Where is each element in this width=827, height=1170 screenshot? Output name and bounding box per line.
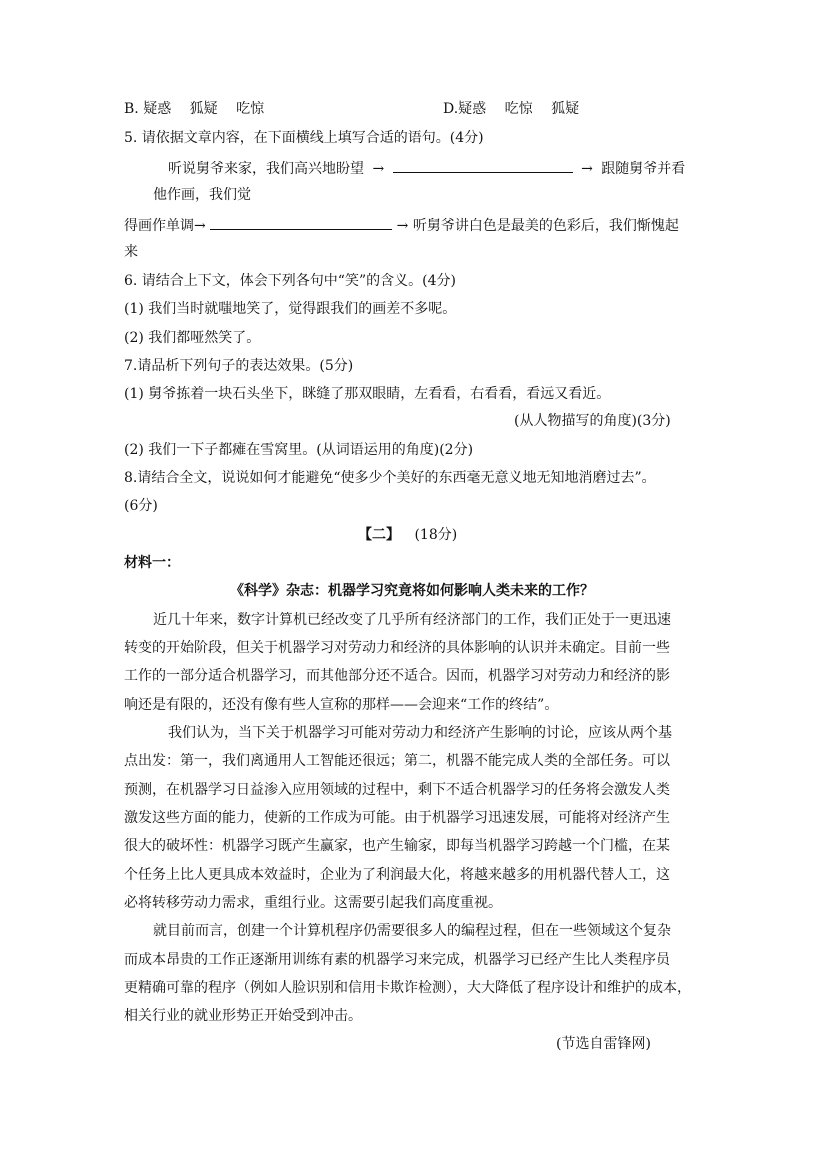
q5-line3 [124, 217, 679, 233]
q5-blank-2[interactable] [210, 217, 392, 230]
p3-line: 就目前而言，创建一个计算机程序仍需要很多人的编程过程，但在一些领域这个复杂 [153, 923, 671, 939]
p2-line: 激发这些方面的能力，使新的工作成为可能。由于机器学习迅速发展，可能将对经济产生 [124, 810, 670, 826]
q7-item-1: (1) 舅爷拣着一块石头坐下，眯缝了那双眼睛，左看看，右看看，看远又看近。 [124, 386, 611, 402]
p2-line: 预测，在机器学习日益渗入应用领域的过程中，剩下不适合机器学习的任务将会激发人类 [124, 782, 670, 798]
p1-line: 工作的一部分适合机器学习，而其他部分还不适合。因而，机器学习对劳动力和经济的影 [124, 668, 670, 684]
q5-prompt: 5. 请依据文章内容，在下面横线上填写合适的语句。(4分) [124, 130, 484, 146]
q6-item-2: (2) 我们都哑然笑了。 [124, 330, 261, 346]
q6-item-1: (1) 我们当时就嗤地笑了，觉得跟我们的画差不多呢。 [124, 301, 457, 317]
source-citation: (节选自雷锋网) [556, 1036, 651, 1052]
p3-line: 而成本昂贵的工作正逐渐用训练有素的机器学习来完成，机器学习已经产生比人类程序员 [124, 952, 670, 968]
p1-line: 近几十年来，数字计算机已经改变了几乎所有经济部门的工作，我们正处于一更迅速 [153, 612, 671, 628]
arrow-right-icon: → [372, 161, 385, 177]
section-score: (18分) [414, 527, 458, 543]
section-number: 【二】 [358, 527, 400, 543]
q5-line2: 他作画，我们觉 [153, 187, 251, 203]
p1-line: 响还是有限的，还没有像有些人宣称的那样——会迎来“工作的终结”。 [124, 697, 559, 713]
p1-line: 转变的开始阶段，但关于机器学习对劳动力和经济的具体影响的认识并未确定。目前一些 [124, 640, 670, 656]
p2-line: 点出发：第一，我们离通用人工智能还很远；第二，机器不能完成人类的全部任务。可以 [124, 753, 670, 769]
q5-line1 [168, 160, 685, 176]
p2-line: 我们认为，当下关于机器学习可能对劳动力和经济产生影响的讨论，应该从两个基 [168, 725, 672, 741]
material-label: 材料一： [124, 555, 180, 571]
q7-item-1-note: (从人物描写的角度)(3分) [514, 413, 671, 429]
arrow-right-icon: → [581, 161, 593, 177]
q5-line4: 来 [124, 244, 138, 260]
q8-score: (6分) [124, 498, 158, 514]
q4-option-d: D.疑惑 吃惊 狐疑 [443, 101, 580, 117]
q7-item-2: (2) 我们一下子都瘫在雪窝里。(从词语运用的角度)(2分) [124, 442, 474, 458]
p2-line: 必将转移劳动力需求，重组行业。这需要引起我们高度重视。 [124, 895, 502, 911]
q5-line3-end: → 听舅爷讲白色是最美的色彩后，我们惭愧起 [396, 218, 679, 234]
q5-line1-start: 听说舅爷来家，我们高兴地盼望 [168, 161, 364, 177]
p3-line: 相关行业的就业形势正开始受到冲击。 [124, 1008, 362, 1024]
q6-prompt: 6. 请结合上下文，体会下列各句中“笑”的含义。(4分) [124, 273, 456, 289]
p3-line: 更精确可靠的程序（例如人脸识别和信用卡欺诈检测），大大降低了程序设计和维护的成本， [124, 980, 691, 996]
q5-line3-start: 得画作单调→ [124, 218, 206, 234]
article-title: 《科学》杂志：机器学习究竟将如何影响人类未来的工作？ [230, 583, 594, 599]
section-heading [358, 528, 457, 542]
q4-option-b: B. 疑惑 狐疑 吃惊 [124, 101, 265, 117]
p2-line: 很大的破坏性：机器学习既产生赢家，也产生输家，即每当机器学习跨越一个门槛，在某 [124, 838, 670, 854]
q7-prompt: 7.请品析下列句子的表达效果。(5分) [124, 358, 354, 374]
q8-prompt: 8.请结合全文，说说如何才能避免“使多少个美好的东西毫无意义地无知地消磨过去”。 [124, 470, 656, 486]
q5-blank-1[interactable] [393, 160, 573, 173]
p2-line: 个任务上比人更具成本效益时，企业为了利润最大化，将越来越多的用机器代替人工，这 [124, 867, 670, 883]
q5-line1-end: 跟随舅爷并看 [601, 161, 686, 177]
